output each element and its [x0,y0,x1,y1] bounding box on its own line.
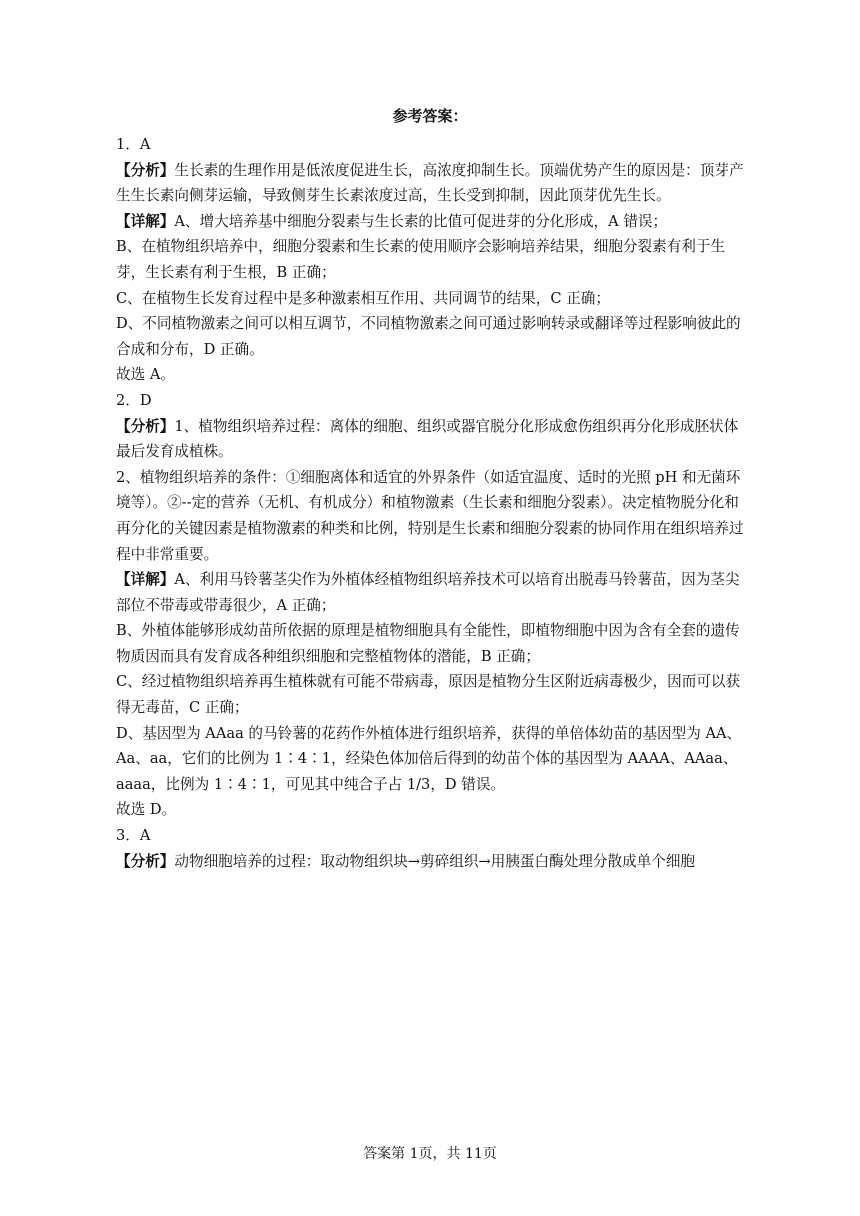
q1-detail-d: D、不同植物激素之间可以相互调节，不同植物激素之间可通过影响转录或翻译等过程影响彼此的合成和分布，D 正确。 [116,315,741,358]
q2-analysis-1-text: 1、植物组织培养过程：离体的细胞、组织或器官脱分化形成愈伤组织再分化形成胚状体最后发育成植株。 [116,417,739,461]
q2-analysis-tag: 【分析】 [116,417,175,435]
q2-analysis-1 [116,414,746,465]
q1-conclusion: 故选 A。 [116,366,175,384]
q1-detail-a [116,209,746,235]
q2-detail-b: B、外植体能够形成幼苗所依据的原理是植物细胞具有全能性，即植物细胞中因为含有全套的遗传物质因而具有发育成各种组织细胞和完整植物体的潜能，B 正确； [116,622,740,665]
q2-detail-a [116,567,746,618]
answer-content [116,132,746,874]
q2-number: 2．D [116,391,152,409]
q3-analysis-tag: 【分析】 [116,852,175,870]
q2-conclusion: 故选 D。 [116,801,177,819]
q3-number: 3．A [116,827,151,845]
q2-detail-tag: 【详解】 [116,571,175,589]
q1-number: 1．A [116,136,151,153]
q2-analysis-2: 2、植物组织培养的条件：①细胞离体和适宜的外界条件（如适宜温度、适时的光照 pH 和无菌环境等）。②--定的营养（无机、有机成分）和植物激素（生长素和细胞分裂素）。决定植物脱分化和再分化的关键因素是植物激素的种类和比例，特别是生长素和细胞分裂素的协同作用在组织培养过程中非常重要。 [116,468,744,563]
q1-analysis [116,158,746,209]
q2-detail-a-text: A、利用马铃薯茎尖作为外植体经植物组织培养技术可以培育出脱毒马铃薯苗，因为茎尖部位不带毒或带毒很少，A 正确； [116,571,740,614]
q2-detail-d: D、基因型为 AAaa 的马铃薯的花药作外植体进行组织培养，获得的单倍体幼苗的基因型为 AA、Aa、aa，它们的比例为 1∶4∶1，经染色体加倍后得到的幼苗个体的基因型为 AAAA、AAaa、aaaa，比例为 1∶4∶1，可见其中纯合子占 1/3，D 错误。 [116,724,742,793]
page-title: 参考答案： [392,107,468,125]
q1-analysis-tag: 【分析】 [116,161,175,179]
q2-detail-c: C、经过植物组织培养再生植株就有可能不带病毒，原因是植物分生区附近病毒极少，因而可以获得无毒苗，C 正确； [116,673,741,717]
q1-detail-tag: 【详解】 [116,212,175,230]
q1-detail-a-text: A、增大培养基中细胞分裂素与生长素的比值可促进芽的分化形成，A 错误； [174,212,668,230]
q1-detail-b: B、在植物组织培养中，细胞分裂素和生长素的使用顺序会影响培养结果，细胞分裂素有利于生芽，生长素有利于生根，B 正确； [116,238,726,281]
q3-analysis [116,849,746,875]
q1-analysis-text: 生长素的生理作用是低浓度促进生长，高浓度抑制生长。顶端优势产生的原因是：顶芽产生生长素向侧芽运输，导致侧芽生长素浓度过高，生长受到抑制，因此顶芽优先生长。 [116,161,744,205]
q1-detail-c: C、在植物生长发育过程中是多种激素相互作用、共同调节的结果，C 正确； [116,289,610,307]
page-footer: 答案第 1页，共 11页 [363,1146,497,1162]
q3-analysis-text: 动物细胞培养的过程：取动物组织块→剪碎组织→用胰蛋白酶处理分散成单个细胞 [174,852,696,870]
